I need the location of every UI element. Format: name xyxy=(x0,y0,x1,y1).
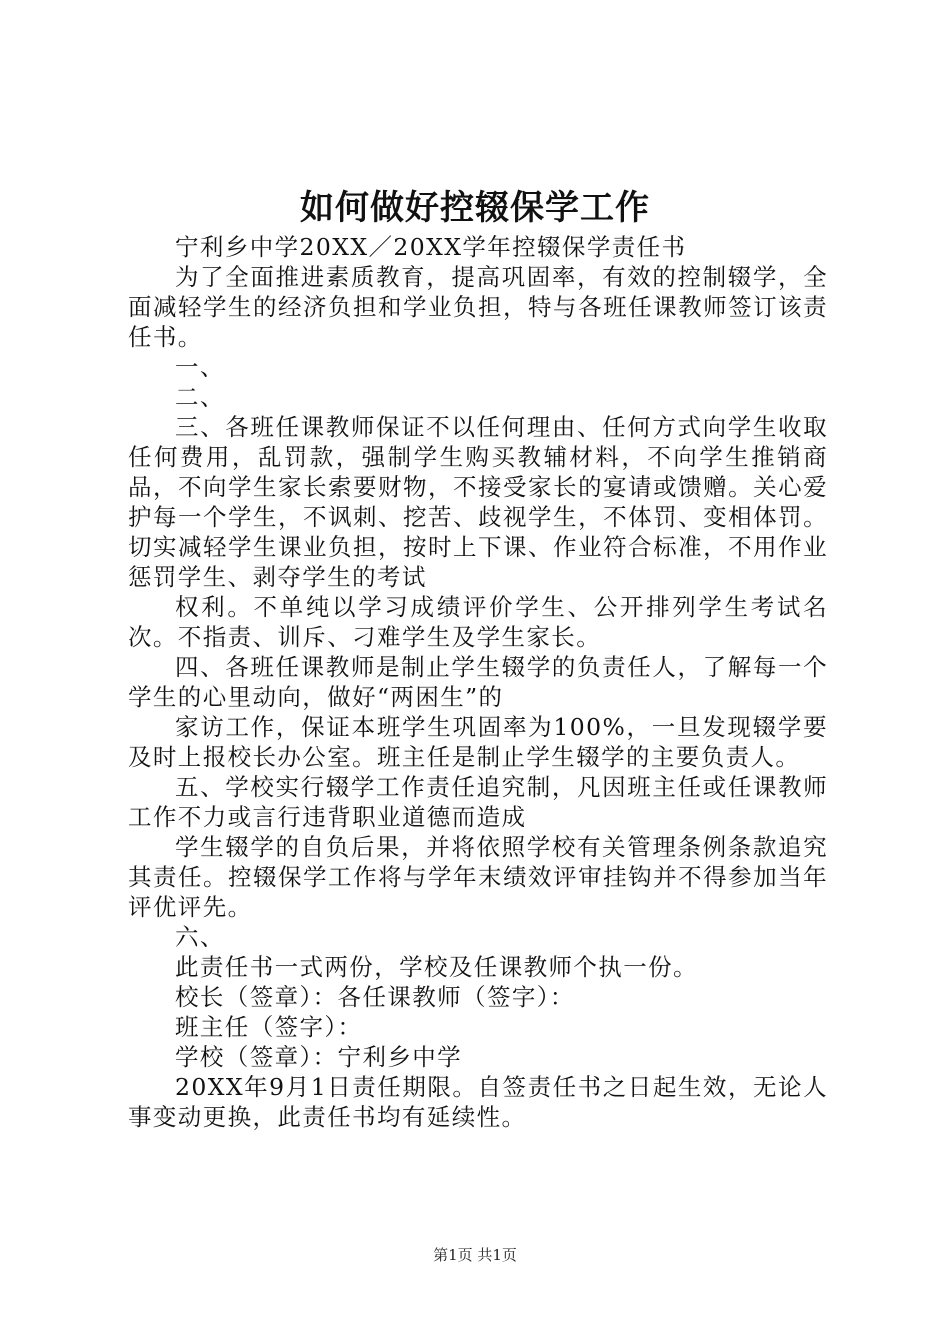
document-body xyxy=(128,232,828,1132)
paragraph-subtitle: 宁利乡中学20XX／20XX学年控辍保学责任书 xyxy=(175,233,687,261)
paragraph-item-3-continued: 权利。不单纯以学习成绩评价学生、公开排列学生考试名次。不指责、训斥、刁难学生及学生家长。 xyxy=(128,593,828,651)
page-number-footer: 第1页 共1页 xyxy=(433,1246,517,1264)
paragraph-item-1: 一、 xyxy=(175,353,225,381)
signature-school-seal: 学校（签章）：宁利乡中学 xyxy=(175,1043,463,1071)
signature-principal-teachers: 校长（签章）：各任课教师（签字）： xyxy=(175,983,575,1011)
paragraph-item-5: 五、学校实行辍学工作责任追究制，凡因班主任或任课教师工作不力或言行违背职业道德而造成 xyxy=(128,773,828,831)
paragraph-item-3: 三、各班任课教师保证不以任何理由、任何方式向学生收取任何费用，乱罚款，强制学生购买教辅材料，不向学生推销商品，不向学生家长索要财物，不接受家长的宴请或馈赠。关心爱护每一个学生，不讽刺、挖苦、歧视学生，不体罚、变相体罚。切实减轻学生课业负担，按时上下课、作业符合标准，不用作业惩罚学生、剥夺学生的考试 xyxy=(128,413,828,591)
paragraph-item-4: 四、各班任课教师是制止学生辍学的负责任人，了解每一个学生的心里动向，做好“两困生”的 xyxy=(128,653,828,711)
signature-head-teacher: 班主任（签字）： xyxy=(175,1013,363,1041)
paragraph-intro: 为了全面推进素质教育，提高巩固率，有效的控制辍学，全面减轻学生的经济负担和学业负担，特与各班任课教师签订该责任书。 xyxy=(128,263,828,351)
paragraph-item-6: 六、 xyxy=(175,923,225,951)
paragraph-copies-note: 此责任书一式两份，学校及任课教师个执一份。 xyxy=(175,953,698,981)
paragraph-item-2: 二、 xyxy=(175,383,225,411)
document-title: 如何做好控辍保学工作 xyxy=(300,188,650,228)
paragraph-item-4-continued: 家访工作，保证本班学生巩固率为100%，一旦发现辍学要及时上报校长办公室。班主任是制止学生辍学的主要负责人。 xyxy=(128,713,828,771)
paragraph-validity-date: 20XX年9月1日责任期限。自签责任书之日起生效，无论人事变动更换，此责任书均有延续性。 xyxy=(128,1073,828,1131)
paragraph-item-5-continued: 学生辍学的自负后果，并将依照学校有关管理条例条款追究其责任。控辍保学工作将与学年末绩效评审挂钩并不得参加当年评优评先。 xyxy=(128,833,828,921)
